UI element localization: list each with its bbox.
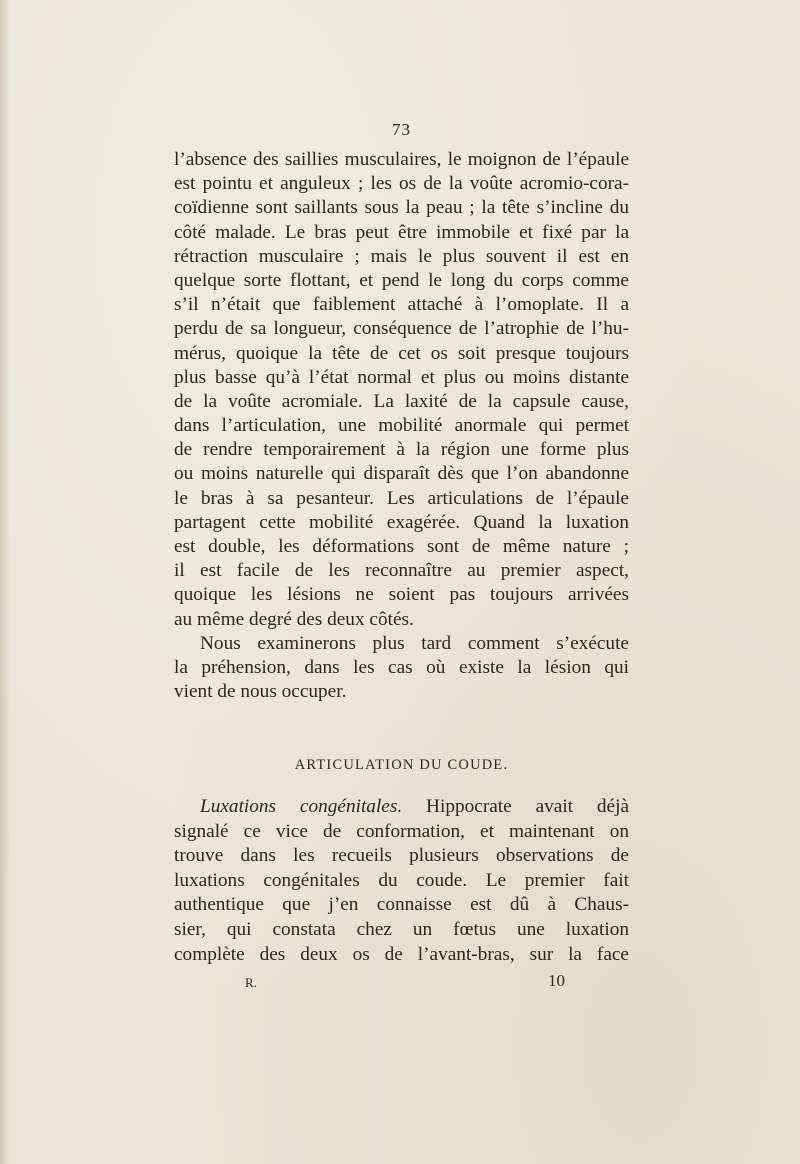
folio-number: 10	[548, 971, 565, 990]
text-line: de rendre temporairement à la région une forme plus	[174, 439, 629, 461]
text-line: rétraction musculaire ; mais le plus souvent il est en	[174, 245, 629, 267]
text-line: plus basse qu’à l’état normal et plus ou moins distante	[174, 366, 629, 388]
text-line: coïdienne sont saillants sous la peau ; la tête s’incline du	[174, 197, 629, 219]
text-line: Nous examinerons plus tard comment s’exécute	[200, 632, 629, 654]
paragraph-congenital-luxations	[174, 795, 629, 967]
text-line: signalé ce vice de conformation, et maintenant on	[174, 820, 629, 842]
text-line: authentique que j’en connaisse est dû à Chaus-	[174, 894, 629, 916]
text-line: trouve dans les recueils plusieurs observations de	[174, 845, 629, 867]
page-edge-shadow	[0, 0, 10, 1164]
section-heading: ARTICULATION DU COUDE.	[294, 757, 509, 773]
text-line: quoique les lésions ne soient pas toujours arrivées	[174, 584, 629, 606]
text-line: mérus, quoique la tête de cet os soit presque toujours	[174, 342, 629, 364]
text-line: sier, qui constata chez un fœtus une luxation	[174, 918, 629, 940]
text-line: complète des deux os de l’avant-bras, sur la face	[174, 943, 629, 965]
text-line: côté malade. Le bras peut être immobile et fixé par la	[174, 221, 629, 243]
text-line: est double, les déformations sont de même nature ;	[174, 536, 629, 557]
text-line: est pointu et anguleux ; les os de la voûte acromio-cora-	[174, 173, 629, 195]
signature-mark: R.	[245, 975, 257, 990]
text-line	[174, 795, 629, 820]
paragraph-shoulder-luxation	[174, 148, 629, 704]
text-line: dans l’articulation, une mobilité anormale qui permet	[174, 415, 629, 437]
text-line: perdu de sa longueur, conséquence de l’atrophie de l’hu-	[174, 318, 629, 340]
text-line: l’absence des saillies musculaires, le moignon de l’épaule	[174, 149, 629, 170]
text-line: luxations congénitales du coude. Le premier fait	[174, 869, 629, 891]
text-line: la préhension, dans les cas où existe la lésion qui	[174, 656, 629, 678]
text-line: partagent cette mobilité exagérée. Quand la luxation	[174, 511, 629, 533]
italic-lead: Luxations congénitales.	[200, 796, 403, 817]
text-line: au même degré des deux côtés.	[174, 608, 414, 630]
text-line: le bras à sa pesanteur. Les articulations de l’épaule	[174, 487, 629, 509]
text-line: ou moins naturelle qui disparaît dès que l’on abandonne	[174, 463, 629, 485]
text-run: Hippocrate avait déjà	[402, 796, 630, 817]
text-line: de la voûte acromiale. La laxité de la capsule cause,	[174, 390, 629, 412]
text-line: quelque sorte flottant, et pend le long du corps comme	[174, 269, 629, 291]
text-line: s’il n’était que faiblement attaché à l’omoplate. Il a	[174, 294, 629, 316]
text-line: il est facile de les reconnaître au premier aspect,	[174, 560, 629, 582]
page-number: 73	[392, 120, 411, 139]
text-line: vient de nous occuper.	[174, 681, 347, 703]
